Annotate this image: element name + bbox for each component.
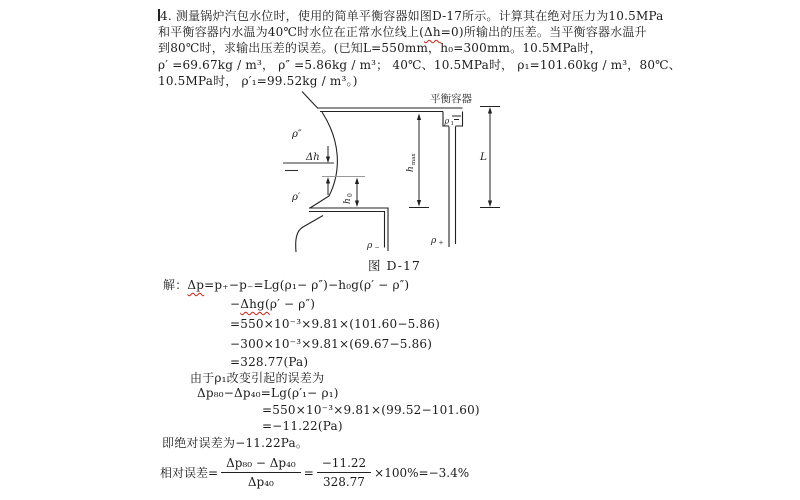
- h0-label-sub: 0: [347, 193, 354, 197]
- problem-line-2: [158, 23, 647, 40]
- vessel-level-mark: [452, 116, 461, 120]
- problem-line-3: 到80℃时，求输出压差的误差。(已知L=550mm，h₀=300mm。10.5MPa时，: [158, 41, 602, 55]
- solution-line-7: Δp₈₀−Δp₄₀=Lg(ρ′₁− ρ₁): [197, 386, 339, 400]
- h0-arrowhead-down-icon: [355, 201, 359, 208]
- problem-line-4: ρ′ =69.67kg / m³， ρ″ =5.86kg / m³； 40℃、10.5MPa时， ρ₁=101.60kg / m³，80℃、: [158, 58, 682, 72]
- rho-prime-label: ρ′: [292, 192, 301, 203]
- relative-error-fraction-symbolic: [221, 456, 301, 489]
- rho-plus-label-sub: +: [438, 239, 444, 247]
- L-arrowhead-down-icon: [488, 201, 492, 208]
- fraction2-numerator: −11.22: [317, 456, 371, 473]
- h0-label-base: h: [343, 198, 353, 204]
- delta-h-misspell: Δh: [423, 25, 441, 39]
- solution-line-3: =550×10⁻³×9.81×(101.60−5.86): [230, 317, 440, 331]
- solution-prefix: 解：: [163, 278, 188, 292]
- hmax-arrowhead-down-icon: [417, 200, 421, 207]
- hmax-label-sub: max: [411, 153, 417, 165]
- hmax-label-base: h: [406, 166, 416, 172]
- drum-bottom-wall: [296, 216, 323, 253]
- vessel-box-right: [456, 112, 463, 127]
- delta-p-misspell: Δp: [187, 278, 205, 292]
- rho-minus-label-sub: −: [374, 244, 380, 252]
- balance-vessel-figure: [270, 85, 570, 275]
- rho-plus-label-base: ρ: [431, 236, 437, 246]
- solution-line-2-pre: −: [230, 297, 241, 311]
- relative-error-fraction-numeric: [317, 456, 371, 489]
- rho-double-prime-label: ρ″: [292, 129, 302, 140]
- problem-line-2-pre: 和平衡容器内水温为40℃时水位在正常水位线上(: [158, 25, 424, 39]
- solution-line-4: −300×10⁻³×9.81×(69.67−5.86): [230, 337, 433, 351]
- fraction1-numerator: Δp₈₀ − Δp₄₀: [221, 456, 301, 473]
- problem-line-2-post: =0)所输出的压差。当平衡容器水温升: [440, 25, 647, 39]
- rho1-label-base: ρ: [444, 116, 450, 126]
- solution-line-2-post: ρ′ − ρ″): [269, 297, 316, 311]
- h0-arrowhead-up-icon: [355, 178, 359, 185]
- delta-h-arrowhead-down-icon: [326, 157, 330, 164]
- solution-line-8: =550×10⁻³×9.81×(99.52−101.60): [262, 403, 480, 417]
- solution-line-5: =328.77(Pa): [230, 355, 309, 369]
- hmax-label: [406, 153, 417, 172]
- solution-line-6: 由于ρ₁改变引起的误差为: [190, 371, 325, 385]
- rho1-label-sub: 1: [450, 121, 454, 127]
- h0-label: [343, 193, 354, 204]
- fraction1-denominator: Δp₄₀: [247, 475, 274, 489]
- problem-line-1: 4. 测量锅炉汽包水位时，使用的简单平衡容器如图D-17所示。计算其在绝对压力为10.5MPa: [160, 9, 664, 23]
- L-arrowhead-up-icon: [488, 107, 492, 114]
- delta-hg-misspell: Δhg(: [240, 297, 270, 311]
- problem-line-5: 10.5MPa时， ρ′₁=99.52kg / m³。): [158, 74, 358, 88]
- drum-top-wall: [302, 92, 318, 109]
- balance-vessel-title: 平衡容器: [430, 93, 472, 105]
- rho-minus-label-base: ρ: [367, 241, 373, 251]
- fraction2-denominator: 328.77: [322, 475, 365, 489]
- delta-h-label: Δh: [306, 152, 320, 163]
- solution-line-1-rest: =p₊−p₋=Lg(ρ₁− ρ″)−h₀g(ρ′ − ρ″): [204, 278, 410, 292]
- solution-line-1: [163, 276, 409, 293]
- solution-line-10: 即绝对误差为−11.22Pa。: [162, 436, 309, 450]
- relative-error-equation: [160, 456, 469, 489]
- relative-error-result: ×100%=−3.4%: [374, 465, 470, 480]
- solution-line-9: =−11.22(Pa): [262, 419, 343, 433]
- hmax-arrowhead-up-icon: [417, 114, 421, 121]
- figure-caption: 图 D-17: [368, 258, 421, 273]
- L-label: L: [480, 151, 487, 163]
- delta-h-arrowhead-up-icon: [326, 177, 330, 184]
- equals-sign: =: [303, 465, 314, 480]
- relative-error-label: 相对误差=: [160, 466, 219, 480]
- solution-line-2: [230, 297, 315, 311]
